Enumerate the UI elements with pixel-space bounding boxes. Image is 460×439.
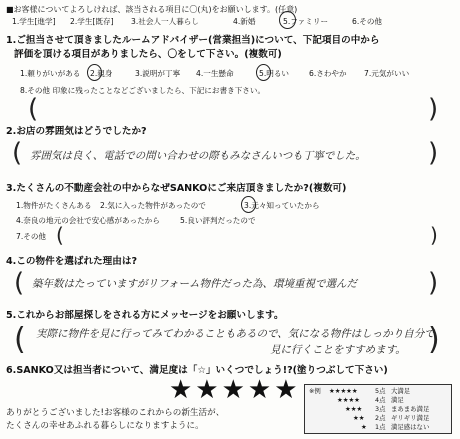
legend-points-2: 2点 — [375, 414, 386, 422]
q5-title: 5.これからお部屋探しをされる方にメッセージをお願いします。 — [6, 310, 284, 321]
legend-points-1: 1点 — [375, 423, 386, 431]
legend-points-5: 5点 — [375, 387, 386, 395]
legend-prefix: ※例 — [309, 387, 321, 395]
q4-handwritten-answer: 築年数はたっていますがリフォーム物件だった為、環境重視で選んだ — [32, 278, 357, 290]
q1-circle-mark-1 — [87, 64, 102, 81]
legend-label-4: 満足 — [391, 396, 404, 404]
q3-open-paren: ( — [56, 223, 64, 247]
customer-option-6: 6.その他 — [352, 17, 383, 26]
q3-option-3: 3.元々知っていたから — [244, 201, 320, 210]
q3-option-7: 7.その他 — [16, 232, 47, 241]
q2-open-paren: ( — [12, 138, 23, 168]
q2-handwritten-answer: 雰囲気は良く、電話での問い合わせの際もみなさんいつも丁寧でした。 — [30, 150, 366, 162]
q1-option-8: 8.その他 印象に残ったことなどございましたら、下記にお書き下さい。 — [20, 86, 266, 95]
q1-close-paren: ) — [428, 94, 439, 124]
q4-open-paren: ( — [14, 268, 25, 298]
q1-option-6: 6.さわやか — [309, 69, 347, 78]
customer-option-4: 4.新婚 — [233, 17, 256, 26]
q1-option-3: 3.説明が丁寧 — [135, 69, 181, 78]
q3-close-paren: ) — [430, 223, 438, 247]
intro-text: ■お客様についてよろしければ、該当される項目に〇(丸)をお願いします。(任意) — [6, 5, 298, 14]
q2-title: 2.お店の雰囲気はどうでしたか? — [6, 126, 147, 137]
customer-option-3: 3.社会人一人暮らし — [131, 17, 199, 26]
q1-option-4: 4.一生懸命 — [196, 69, 234, 78]
q3-option-5: 5.良い評判だったので — [180, 216, 256, 225]
q3-circle-mark — [241, 196, 256, 213]
customer-option-5: 5.ファミリー — [283, 17, 329, 26]
legend-label-5: 大満足 — [391, 387, 411, 395]
legend-points-3: 3点 — [375, 405, 386, 413]
q1-title-line2: 評価を頂ける項目がありましたら、〇をして下さい。(複数可) — [14, 49, 282, 60]
q1-option-2: 2.親身 — [90, 69, 113, 78]
q5-handwritten-answer-line1: 実際に物件を見に行ってみてわかることもあるので、気になる物件はしっかり自分で — [36, 328, 435, 340]
q1-circle-mark-2 — [256, 64, 271, 81]
q1-title-line1: 1.ご担当させて頂きましたルームアドバイザー(営業担当)について、下記項目の中から — [6, 35, 380, 46]
q5-close-paren: ) — [428, 322, 440, 357]
legend-label-2: ギリギリ満足 — [391, 414, 430, 422]
q1-option-1: 1.頼りがいがある — [20, 69, 81, 78]
legend-stars-1: ★ — [361, 423, 367, 431]
rating-legend — [304, 384, 452, 434]
q6-title: 6.SANKO又は担当者について、満足度は「☆」いくつでしょう!?(塗りつぶして下さい) — [6, 365, 388, 376]
legend-label-3: まあまあ満足 — [391, 405, 430, 413]
q5-open-paren: ( — [14, 322, 26, 357]
legend-stars-3: ★★★ — [345, 405, 363, 413]
q2-close-paren: ) — [428, 138, 439, 168]
q1-option-7: 7.元気がいい — [364, 69, 410, 78]
customer-option-2: 2.学生[既存] — [70, 17, 114, 26]
footer-line1: ありがとうございました!お客様のこれからの新生活が、 — [6, 408, 225, 418]
legend-label-1: 満足感はない — [391, 423, 430, 431]
q1-option-5: 5.明るい — [259, 69, 290, 78]
q3-option-1: 1.物件がたくさんある — [16, 201, 92, 210]
customer-option-1: 1.学生[進学] — [12, 17, 56, 26]
q3-title: 3.たくさんの不動産会社の中からなぜSANKOにご来店頂きましたか?(複数可) — [6, 183, 347, 194]
legend-stars-4: ★★★★ — [337, 396, 360, 404]
q4-close-paren: ) — [428, 268, 439, 298]
q3-option-4: 4.奈良の地元の会社で安心感があったから — [16, 216, 160, 225]
selected-mark-circle — [279, 11, 296, 29]
legend-points-4: 4点 — [375, 396, 386, 404]
q3-option-2: 2.気に入った物件があったので — [100, 201, 206, 210]
q4-title: 4.この物件を選ばれた理由は? — [6, 256, 138, 267]
q1-open-paren: ( — [28, 94, 39, 124]
satisfaction-rating-stars: ★★★★★ — [169, 375, 301, 405]
legend-stars-5: ★★★★★ — [329, 387, 358, 395]
q5-handwritten-answer-line2: 見に行くことをすすめます。 — [270, 344, 406, 356]
legend-stars-2: ★★ — [353, 414, 365, 422]
footer-line2: たくさんの幸せあふれる暮らしになりますように。 — [6, 421, 204, 431]
